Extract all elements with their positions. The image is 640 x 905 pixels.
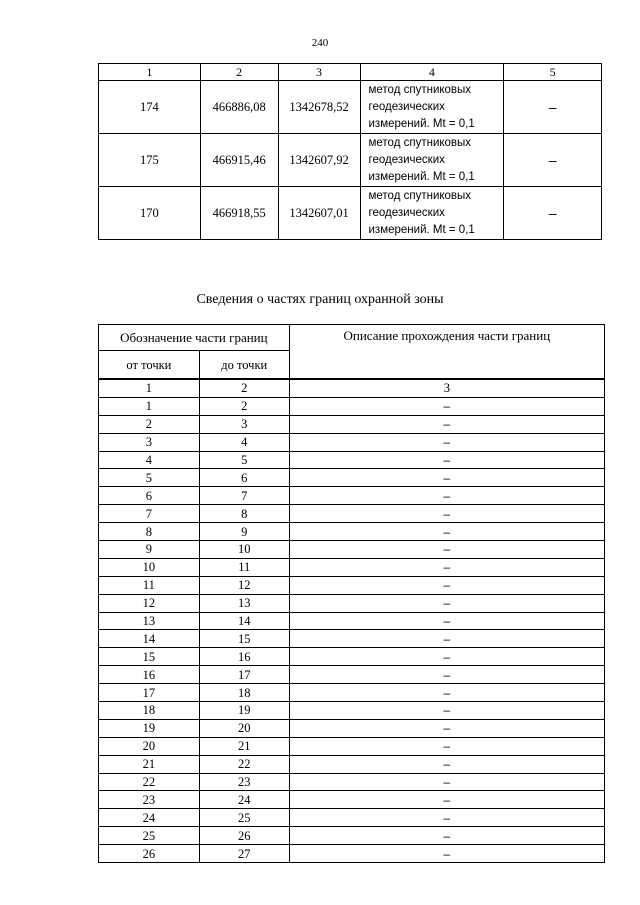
from-point: 16 — [99, 666, 200, 684]
to-point: 24 — [199, 791, 289, 809]
boundary-description: – — [289, 576, 604, 594]
from-point: 3 — [99, 433, 200, 451]
from-point: 19 — [99, 719, 200, 737]
coord-y: 1342678,52 — [278, 81, 360, 134]
table-row — [99, 630, 605, 648]
boundary-description: – — [289, 702, 604, 720]
column-header: 5 — [504, 64, 602, 81]
table-row — [99, 737, 605, 755]
from-point: 22 — [99, 773, 200, 791]
to-point: 4 — [199, 433, 289, 451]
to-point: 26 — [199, 827, 289, 845]
boundary-description: – — [289, 809, 604, 827]
from-point: 9 — [99, 541, 200, 559]
from-point: 12 — [99, 594, 200, 612]
coord-x: 466915,46 — [200, 134, 278, 187]
table-row — [99, 666, 605, 684]
to-point: 19 — [199, 702, 289, 720]
boundary-description: – — [289, 755, 604, 773]
table-row — [99, 134, 602, 187]
table-row — [99, 433, 605, 451]
boundary-description: – — [289, 469, 604, 487]
note-value: – — [504, 187, 602, 240]
header-description: Описание прохождения части границ — [289, 325, 604, 380]
table-row — [99, 702, 605, 720]
column-number: 1 — [99, 379, 200, 397]
table-row — [99, 487, 605, 505]
to-point: 8 — [199, 505, 289, 523]
table-row — [99, 684, 605, 702]
method-description: метод спутниковых геодезических измерений. Mt = 0,1 — [360, 81, 504, 134]
to-point: 12 — [199, 576, 289, 594]
table-row — [99, 755, 605, 773]
header-to-point: до точки — [199, 351, 289, 380]
to-point: 14 — [199, 612, 289, 630]
from-point: 5 — [99, 469, 200, 487]
boundary-description: – — [289, 415, 604, 433]
boundary-description: – — [289, 612, 604, 630]
table-row — [99, 719, 605, 737]
note-value: – — [504, 134, 602, 187]
to-point: 25 — [199, 809, 289, 827]
boundary-description: – — [289, 397, 604, 415]
to-point: 16 — [199, 648, 289, 666]
from-point: 15 — [99, 648, 200, 666]
table-row — [99, 469, 605, 487]
from-point: 18 — [99, 702, 200, 720]
note-value: – — [504, 81, 602, 134]
from-point: 21 — [99, 755, 200, 773]
column-header: 1 — [99, 64, 201, 81]
from-point: 24 — [99, 809, 200, 827]
point-number: 170 — [99, 187, 201, 240]
to-point: 22 — [199, 755, 289, 773]
table-row — [99, 809, 605, 827]
table-row — [99, 415, 605, 433]
column-header: 3 — [278, 64, 360, 81]
table-row — [99, 845, 605, 863]
table-header-row — [99, 64, 602, 81]
to-point: 6 — [199, 469, 289, 487]
boundary-description: – — [289, 845, 604, 863]
boundary-description: – — [289, 719, 604, 737]
to-point: 15 — [199, 630, 289, 648]
boundary-description: – — [289, 558, 604, 576]
table-row — [99, 827, 605, 845]
boundary-description: – — [289, 630, 604, 648]
boundary-parts-table — [98, 324, 605, 863]
from-point: 20 — [99, 737, 200, 755]
method-description: метод спутниковых геодезических измерений. Mt = 0,1 — [360, 134, 504, 187]
boundary-description: – — [289, 451, 604, 469]
table-row — [99, 187, 602, 240]
table-row — [99, 594, 605, 612]
from-point: 23 — [99, 791, 200, 809]
table-row — [99, 791, 605, 809]
table-row — [99, 773, 605, 791]
table-row — [99, 541, 605, 559]
coord-y: 1342607,01 — [278, 187, 360, 240]
boundary-description: – — [289, 594, 604, 612]
coord-x: 466886,08 — [200, 81, 278, 134]
from-point: 6 — [99, 487, 200, 505]
to-point: 20 — [199, 719, 289, 737]
method-description: метод спутниковых геодезических измерений. Mt = 0,1 — [360, 187, 504, 240]
table-row — [99, 451, 605, 469]
column-header: 4 — [360, 64, 504, 81]
boundary-description: – — [289, 666, 604, 684]
table-row — [99, 505, 605, 523]
column-number: 2 — [199, 379, 289, 397]
to-point: 11 — [199, 558, 289, 576]
to-point: 3 — [199, 415, 289, 433]
to-point: 7 — [199, 487, 289, 505]
section-title: Сведения о частях границ охранной зоны — [196, 292, 444, 307]
to-point: 2 — [199, 397, 289, 415]
header-boundary-designation: Обозначение части границ — [99, 325, 290, 351]
point-number: 174 — [99, 81, 201, 134]
coord-x: 466918,55 — [200, 187, 278, 240]
coordinates-table — [98, 63, 602, 240]
from-point: 26 — [99, 845, 200, 863]
column-number: 3 — [289, 379, 604, 397]
from-point: 25 — [99, 827, 200, 845]
boundary-description: – — [289, 827, 604, 845]
column-number-row — [99, 379, 605, 397]
from-point: 1 — [99, 397, 200, 415]
coord-y: 1342607,92 — [278, 134, 360, 187]
to-point: 17 — [199, 666, 289, 684]
boundary-description: – — [289, 648, 604, 666]
boundary-description: – — [289, 791, 604, 809]
from-point: 10 — [99, 558, 200, 576]
to-point: 10 — [199, 541, 289, 559]
boundary-description: – — [289, 737, 604, 755]
to-point: 27 — [199, 845, 289, 863]
table-row — [99, 558, 605, 576]
page-number: 240 — [311, 37, 329, 49]
to-point: 23 — [199, 773, 289, 791]
table-row — [99, 81, 602, 134]
from-point: 8 — [99, 523, 200, 541]
from-point: 11 — [99, 576, 200, 594]
boundary-description: – — [289, 505, 604, 523]
boundary-description: – — [289, 487, 604, 505]
table-row — [99, 523, 605, 541]
to-point: 21 — [199, 737, 289, 755]
boundary-description: – — [289, 541, 604, 559]
from-point: 17 — [99, 684, 200, 702]
table-row — [99, 648, 605, 666]
to-point: 9 — [199, 523, 289, 541]
boundary-description: – — [289, 523, 604, 541]
to-point: 13 — [199, 594, 289, 612]
boundary-description: – — [289, 433, 604, 451]
to-point: 18 — [199, 684, 289, 702]
from-point: 13 — [99, 612, 200, 630]
header-from-point: от точки — [99, 351, 200, 380]
table-row — [99, 397, 605, 415]
point-number: 175 — [99, 134, 201, 187]
from-point: 2 — [99, 415, 200, 433]
to-point: 5 — [199, 451, 289, 469]
table-row — [99, 612, 605, 630]
from-point: 7 — [99, 505, 200, 523]
from-point: 4 — [99, 451, 200, 469]
boundary-description: – — [289, 773, 604, 791]
column-header: 2 — [200, 64, 278, 81]
table-header-row — [99, 325, 605, 351]
table-row — [99, 576, 605, 594]
boundary-description: – — [289, 684, 604, 702]
from-point: 14 — [99, 630, 200, 648]
